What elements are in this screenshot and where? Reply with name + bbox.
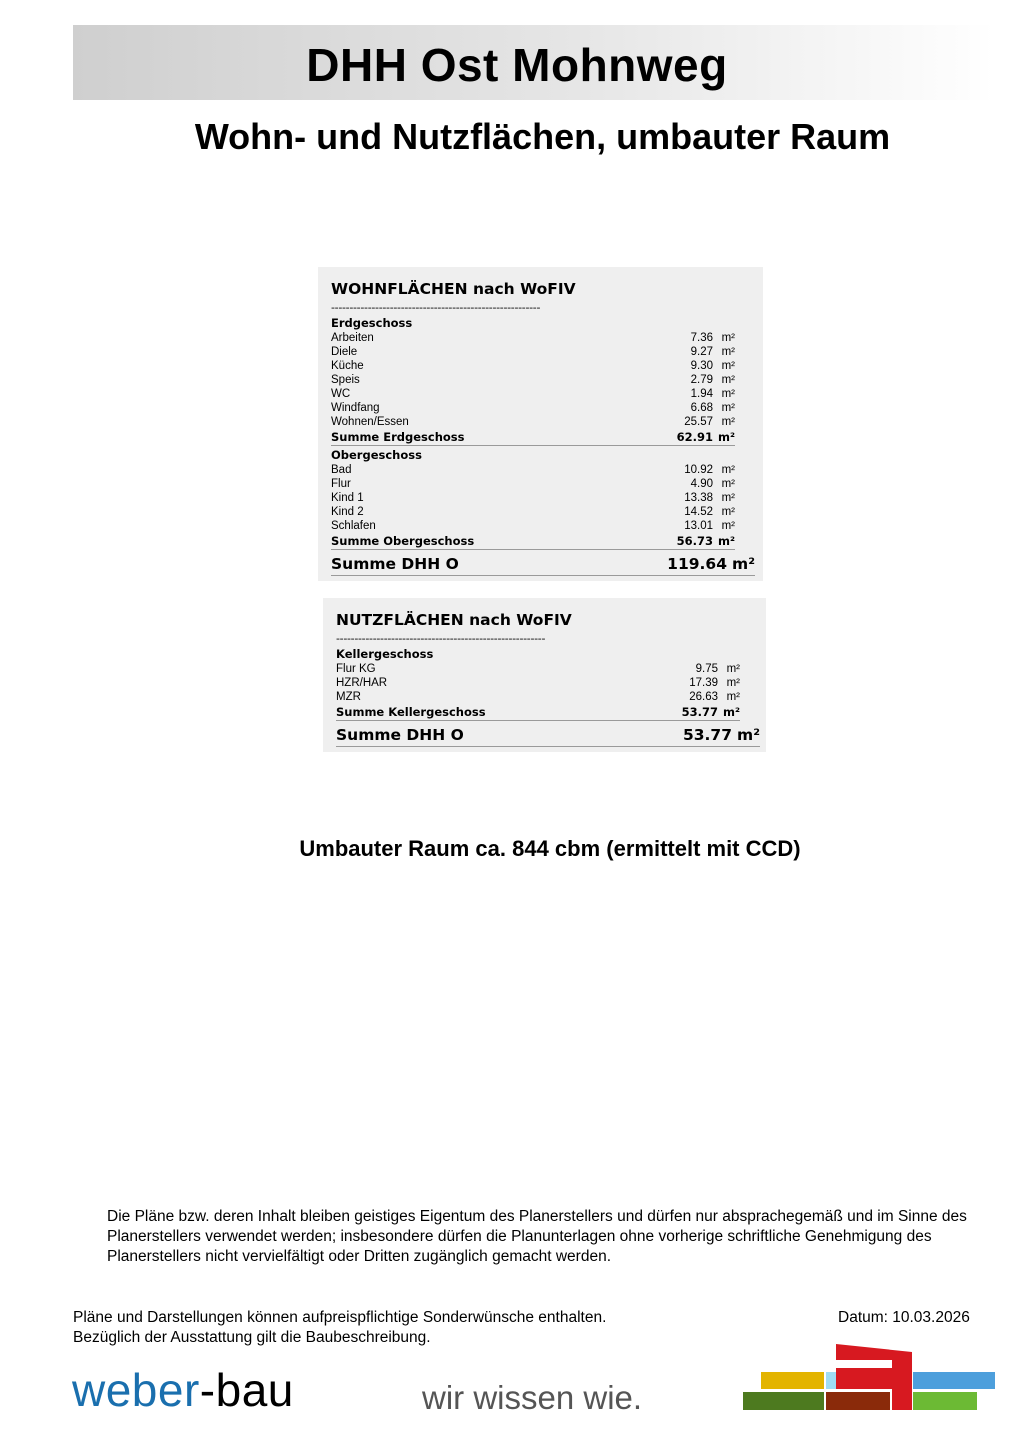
table-row xyxy=(336,662,740,676)
brand-logo-text xyxy=(72,1362,294,1418)
row-label: Speis xyxy=(331,374,360,386)
sum-label: Summe Erdgeschoss xyxy=(331,430,465,444)
brand-slogan: wir wissen wie. xyxy=(422,1379,643,1416)
row-value: 10.92 xyxy=(684,464,713,476)
row-label: Flur xyxy=(331,478,351,490)
row-value: 13.38 xyxy=(684,492,713,504)
total-label: Summe DHH O xyxy=(331,555,459,573)
row-label: Küche xyxy=(331,360,364,372)
row-label: Wohnen/Essen xyxy=(331,416,409,428)
row-unit: m² xyxy=(721,416,735,428)
group-heading: Obergeschoss xyxy=(331,448,422,462)
row-unit: m² xyxy=(721,464,735,476)
brand-name-part-1: weber xyxy=(72,1364,200,1416)
footer-note-line-1: Pläne und Darstellungen können aufpreispflichtige Sonderwünsche enthalten. xyxy=(73,1309,607,1326)
table-row xyxy=(331,463,735,477)
row-unit: m² xyxy=(721,346,735,358)
logo-block-dark-green xyxy=(743,1392,824,1410)
brand-name-part-2: -bau xyxy=(199,1364,294,1416)
row-label: Flur KG xyxy=(336,663,376,675)
row-label: Kind 1 xyxy=(331,492,364,504)
footer-note xyxy=(73,1308,773,1348)
wohnflaechen-heading: WOHNFLÄCHEN nach WoFIV xyxy=(331,280,576,298)
row-value: 4.90 xyxy=(690,478,713,490)
row-unit: m² xyxy=(721,360,735,372)
separator-line: --------------------------------------------------------- xyxy=(331,301,541,314)
group-heading: Kellergeschoss xyxy=(336,647,434,661)
sum-value: 56.73 xyxy=(676,534,713,548)
row-label: Windfang xyxy=(331,402,380,414)
logo-block-sky-blue xyxy=(913,1372,995,1389)
sum-value: 62.91 xyxy=(676,430,713,444)
row-value: 9.75 xyxy=(695,663,718,675)
row-unit: m² xyxy=(726,663,740,675)
row-unit: m² xyxy=(721,520,735,532)
row-value: 1.94 xyxy=(690,388,713,400)
table-row xyxy=(331,345,735,359)
row-value: 2.79 xyxy=(690,374,713,386)
table-row xyxy=(331,519,735,533)
row-label: MZR xyxy=(336,691,361,703)
total-value: 119.64 xyxy=(667,555,727,573)
row-unit: m² xyxy=(721,402,735,414)
row-value: 6.68 xyxy=(690,402,713,414)
table-row xyxy=(331,387,735,401)
sum-label: Summe Obergeschoss xyxy=(331,534,475,548)
table-row xyxy=(331,331,735,345)
brand-logo-mark xyxy=(742,1340,996,1412)
row-unit: m² xyxy=(721,478,735,490)
table-row xyxy=(331,477,735,491)
logo-block-brown xyxy=(826,1392,890,1410)
table-row xyxy=(336,676,740,690)
sum-unit: m² xyxy=(717,430,735,444)
row-value: 25.57 xyxy=(684,416,713,428)
row-value: 26.63 xyxy=(689,691,718,703)
row-label: WC xyxy=(331,388,351,400)
row-unit: m² xyxy=(726,677,740,689)
row-value: 13.01 xyxy=(684,520,713,532)
row-unit: m² xyxy=(721,492,735,504)
nutzflaechen-panel xyxy=(323,598,766,752)
total-label: Summe DHH O xyxy=(336,726,464,744)
disclaimer-text: Die Pläne bzw. deren Inhalt bleiben geistiges Eigentum des Planerstellers und dürfen nur absprachegemäß und im Sinne des Planerstellers verwendet werden; insbesondere dürfen die Planunterlagen ohne vorherige schriftliche Genehmigung des Planerstellers nicht vervielfältigt oder Dritten zugänglich gemacht werden. xyxy=(107,1208,967,1265)
table-row xyxy=(336,690,740,704)
page-title: DHH Ost Mohnweg xyxy=(306,39,728,91)
row-unit: m² xyxy=(721,374,735,386)
table-row xyxy=(331,359,735,373)
row-label: Arbeiten xyxy=(331,332,374,344)
umbauter-raum-text: Umbauter Raum ca. 844 cbm (ermittelt mit CCD) xyxy=(299,836,801,861)
table-row xyxy=(331,505,735,519)
footer-note-line-2: Bezüglich der Ausstattung gilt die Baubeschreibung. xyxy=(73,1329,431,1346)
row-label: Diele xyxy=(331,346,358,358)
row-value: 7.36 xyxy=(690,332,713,344)
row-label: Kind 2 xyxy=(331,506,364,518)
datum-text: Datum: 10.03.2026 xyxy=(838,1309,970,1326)
row-value: 9.27 xyxy=(690,346,713,358)
row-value: 9.30 xyxy=(690,360,713,372)
sum-label: Summe Kellergeschoss xyxy=(336,705,486,719)
total-row xyxy=(336,724,760,747)
page-subtitle: Wohn- und Nutzflächen, umbauter Raum xyxy=(194,116,891,157)
group-heading: Erdgeschoss xyxy=(331,316,413,330)
table-row xyxy=(331,415,735,429)
sum-unit: m² xyxy=(717,534,735,548)
sum-row xyxy=(331,429,735,446)
sum-row xyxy=(331,533,735,550)
separator-line: --------------------------------------------------------- xyxy=(336,632,546,645)
nutzflaechen-heading: NUTZFLÄCHEN nach WoFIV xyxy=(336,611,572,629)
total-unit: m² xyxy=(732,555,755,573)
table-row xyxy=(331,491,735,505)
row-value: 14.52 xyxy=(684,506,713,518)
row-value: 17.39 xyxy=(689,677,718,689)
row-unit: m² xyxy=(721,506,735,518)
row-unit: m² xyxy=(721,332,735,344)
sum-value: 53.77 xyxy=(681,705,718,719)
total-row xyxy=(331,553,755,576)
row-label: HZR/HAR xyxy=(336,677,388,689)
sum-row xyxy=(336,704,740,721)
logo-block-green xyxy=(913,1392,977,1410)
row-label: Schlafen xyxy=(331,520,376,532)
total-unit: m² xyxy=(737,726,760,744)
row-unit: m² xyxy=(726,691,740,703)
wohnflaechen-panel xyxy=(318,267,763,581)
total-value: 53.77 xyxy=(682,726,732,744)
table-row xyxy=(331,401,735,415)
sum-unit: m² xyxy=(722,705,740,719)
row-unit: m² xyxy=(721,388,735,400)
logo-block-yellow xyxy=(761,1372,824,1389)
row-label: Bad xyxy=(331,464,352,476)
table-row xyxy=(331,373,735,387)
